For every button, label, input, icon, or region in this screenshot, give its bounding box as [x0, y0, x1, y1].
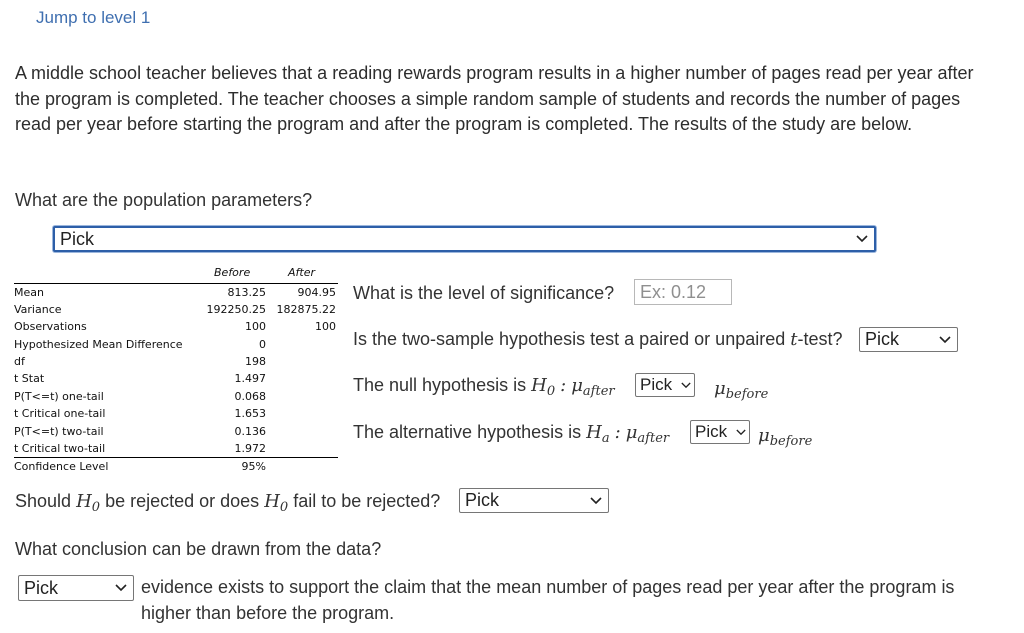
null-prefix: The null hypothesis is	[353, 375, 527, 395]
alternative-hypothesis-statement	[353, 422, 669, 446]
mu-symbol: μ	[714, 378, 726, 399]
population-parameters-question: What are the population parameters?	[15, 190, 313, 210]
table-row	[14, 353, 338, 370]
row-label: t Stat	[14, 372, 45, 385]
paired-select[interactable]	[859, 327, 958, 352]
significance-question: What is the level of significance?	[353, 283, 615, 303]
value-before: 198	[245, 355, 266, 368]
population-parameters-select[interactable]	[53, 226, 876, 252]
select-value: Pick	[24, 577, 59, 598]
significance-input[interactable]	[634, 279, 732, 305]
table-row	[14, 301, 338, 318]
table-row	[14, 405, 338, 422]
problem-statement: A middle school teacher believes that a reading rewards program results in a higher number of pages read per year after the program is completed. The teacher chooses a simple random sample of students and records the number of pages read per year before starting the program and after the program is completed. The results of the study are below.	[15, 63, 974, 134]
col-header-before: Before	[214, 266, 251, 279]
null-hypothesis-statement	[353, 375, 615, 399]
mu-before-subscript: before	[725, 387, 769, 402]
row-label: t Critical two-tail	[14, 442, 106, 455]
select-value: Pick	[640, 375, 673, 394]
table-row	[14, 318, 338, 335]
reject-question	[15, 491, 440, 515]
mu-symbol: μ	[625, 422, 638, 443]
h-subscript: 0	[91, 500, 101, 515]
reject-text-3: fail to be rejected?	[293, 491, 441, 511]
value-before: 0	[259, 338, 266, 351]
col-header-after: After	[288, 266, 316, 279]
paired-question-suffix: -test?	[797, 329, 843, 349]
reject-text-1: Should	[15, 491, 72, 511]
select-value: Pick	[695, 422, 728, 441]
t-test-results-table	[14, 266, 338, 476]
row-label: Hypothesized Mean Difference	[14, 338, 183, 351]
table-row	[14, 458, 338, 475]
paired-question	[353, 329, 843, 350]
value-before: 1.653	[234, 407, 266, 420]
chevron-down-icon	[735, 424, 747, 440]
table-row	[14, 284, 338, 301]
reject-text-2: be rejected or does	[105, 491, 260, 511]
row-label: Confidence Level	[14, 460, 109, 473]
select-value: Pick	[60, 228, 95, 249]
null-mu-before	[714, 378, 768, 402]
value-before: 1.497	[234, 372, 266, 385]
chevron-down-icon	[854, 231, 870, 247]
chevron-down-icon	[113, 580, 129, 596]
row-label: t Critical one-tail	[14, 407, 106, 420]
row-label: P(T<=t) two-tail	[14, 425, 104, 438]
h-subscript: 0	[546, 384, 556, 399]
colon-symbol: :	[614, 422, 621, 443]
row-label: Variance	[14, 303, 62, 316]
value-before: 0.068	[234, 390, 266, 403]
value-after: 182875.22	[276, 303, 336, 316]
alternative-hypothesis-operator-select[interactable]	[690, 420, 750, 444]
table-row	[14, 388, 338, 405]
table-row	[14, 423, 338, 440]
value-before: 192250.25	[206, 303, 266, 316]
alt-prefix: The alternative hypothesis is	[353, 422, 582, 442]
h-symbol: H	[586, 422, 602, 443]
value-before: 1.972	[234, 442, 266, 455]
row-label: Observations	[14, 320, 87, 333]
mu-after-subscript: after	[582, 384, 615, 399]
jump-to-level-link[interactable]: Jump to level 1	[36, 8, 151, 27]
reject-select[interactable]	[459, 488, 609, 513]
h-symbol: H	[264, 491, 280, 512]
select-value: Pick	[465, 490, 500, 510]
h-symbol: H	[76, 491, 92, 512]
conclusion-text: evidence exists to support the claim that the mean number of pages read per year after the program is higher than before the program.	[141, 577, 955, 623]
chevron-down-icon	[588, 493, 604, 509]
mu-symbol: μ	[758, 425, 770, 446]
mu-symbol: μ	[571, 375, 583, 396]
row-label: df	[14, 355, 25, 368]
table-row	[14, 440, 338, 457]
value-after: 904.95	[297, 286, 336, 299]
conclusion-question: What conclusion can be drawn from the data?	[15, 539, 382, 559]
table-row	[14, 336, 338, 353]
mu-before-subscript: before	[769, 434, 813, 449]
value-after: 100	[315, 320, 336, 333]
colon-symbol: :	[560, 375, 567, 396]
value-before: 0.136	[234, 425, 266, 438]
chevron-down-icon	[680, 377, 692, 393]
conclusion-select[interactable]	[18, 575, 134, 601]
value-before: 813.25	[227, 286, 266, 299]
paired-question-text: Is the two-sample hypothesis test a paired or unpaired	[353, 329, 786, 349]
chevron-down-icon	[937, 332, 953, 348]
t-symbol: t	[790, 329, 798, 350]
table-row	[14, 370, 338, 387]
row-label: P(T<=t) one-tail	[14, 390, 104, 403]
alt-mu-before	[758, 425, 812, 449]
value-before: 95%	[241, 460, 266, 473]
row-label: Mean	[14, 286, 44, 299]
null-hypothesis-operator-select[interactable]	[635, 373, 695, 397]
h-symbol: H	[531, 375, 547, 396]
mu-after-subscript: after	[637, 431, 670, 446]
h-subscript: a	[601, 431, 610, 446]
value-before: 100	[245, 320, 266, 333]
h-subscript: 0	[279, 500, 289, 515]
select-value: Pick	[865, 329, 900, 349]
